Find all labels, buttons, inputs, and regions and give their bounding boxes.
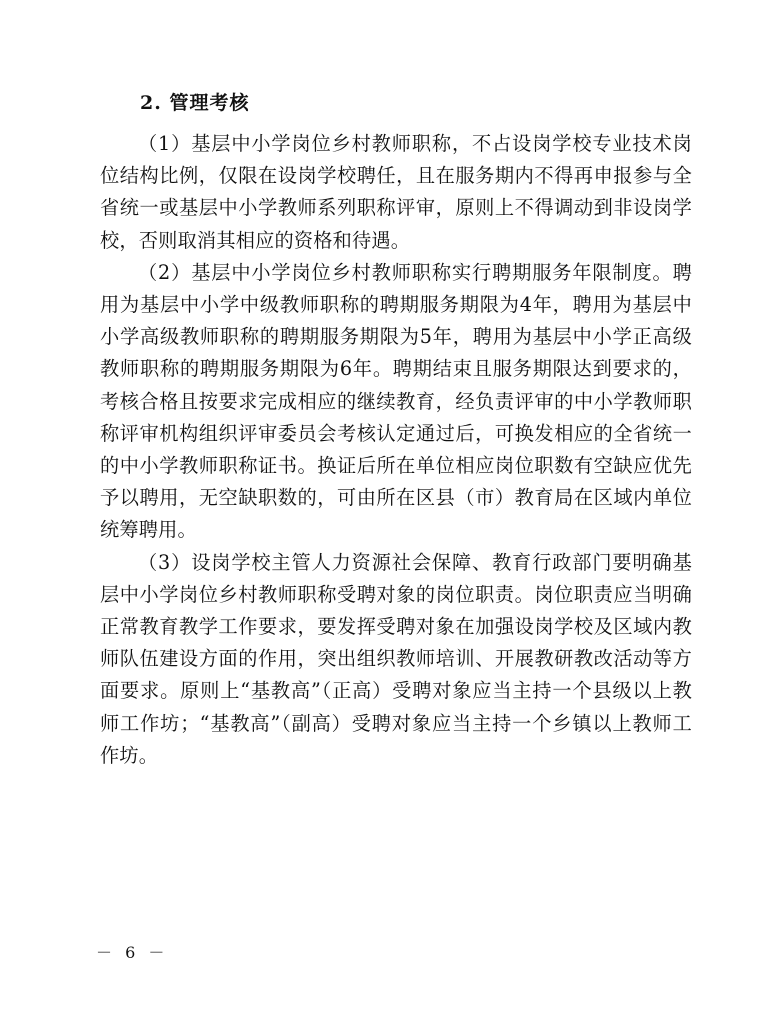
paragraph-2: （2）基层中小学岗位乡村教师职称实行聘期服务年限制度。聘用为基层中小学中级教师职称的聘期服务期限为4年，聘用为基层中小学高级教师职称的聘期服务期限为5年，聘用为基层中小学正高级教师职称的聘期服务期限为6年。聘期结束且服务期限达到要求的，考核合格且按要求完成相应的继续教育，经负责评审的中小学教师职称评审机构组织评审委员会考核认定通过后，可换发相应的全省统一的中小学教师职称证书。换证后所在单位相应岗位职数有空缺应优先予以聘用，无空缺职数的，可由所在区县（市）教育局在区域内单位统筹聘用。 — [100, 260, 692, 542]
section-heading: 2. 管理考核 — [140, 92, 250, 114]
page-number: － 6 － — [96, 943, 169, 962]
body-text — [100, 128, 692, 772]
paragraph-3: （3）设岗学校主管人力资源社会保障、教育行政部门要明确基层中小学岗位乡村教师职称受聘对象的岗位职责。岗位职责应当明确正常教育教学工作要求，要发挥受聘对象在加强设岗学校及区域内教师队伍建设方面的作用，突出组织教师培训、开展教研教改活动等方面要求。原则上“基教高”（正高）受聘对象应当主持一个县级以上教师工作坊；“基教高”（副高）受聘对象应当主持一个乡镇以上教师工作坊。 — [100, 550, 692, 767]
paragraph-1: （1）基层中小学岗位乡村教师职称，不占设岗学校专业技术岗位结构比例，仅限在设岗学校聘任，且在服务期内不得再申报参与全省统一或基层中小学教师系列职称评审，原则上不得调动到非设岗学校，否则取消其相应的资格和待遇。 — [100, 132, 692, 252]
